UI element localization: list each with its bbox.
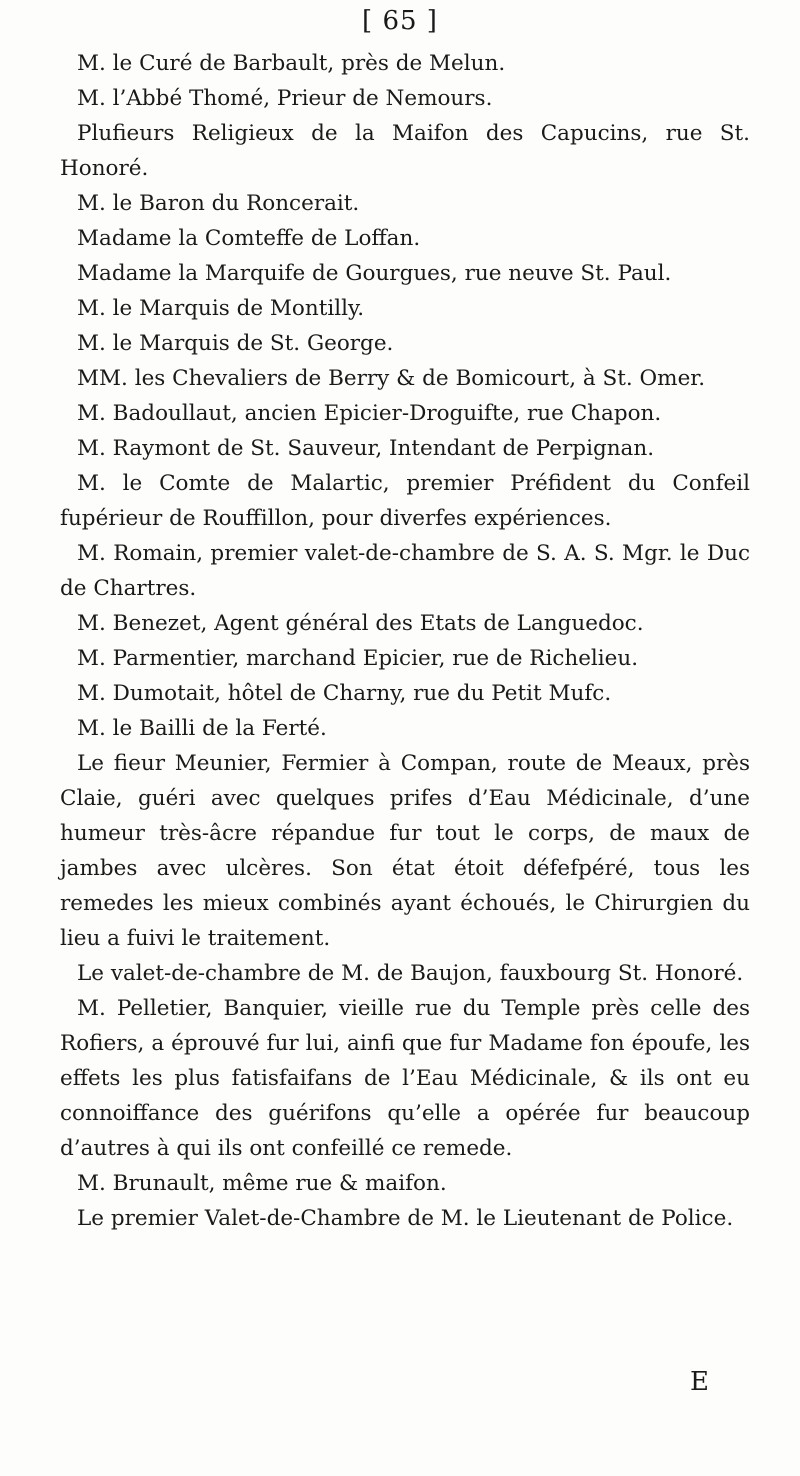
list-entry: M. Benezet, Agent général des Etats de Languedoc. xyxy=(77,611,644,636)
list-entry: M. Romain, premier valet-de-chambre de S. A. S. Mgr. le Duc de Chartres. xyxy=(60,541,750,601)
list-entry: M. le Curé de Barbault, près de Melun. xyxy=(77,51,506,76)
list-entry: Le fieur Meunier, Fermier à Compan, route de Meaux, près Claie, guéri avec quelques prifes d’Eau Médicinale, d’une humeur très-âcre répandue fur tout le corps, de maux de jambes avec ulcères. Son état étoit défefpéré, tous les remedes les mieux combinés ayant échoués, le Chirurgien du lieu a fuivi le traitement. xyxy=(60,751,750,951)
list-entry: M. Pelletier, Banquier, vieille rue du Temple près celle des Rofiers, a éprouvé fur lui, ainfi que fur Madame fon époufe, les effets les plus fatisfaifans de l’Eau Médicinale, & ils ont eu connoiffance des guérifons qu’elle a opérée fur beaucoup d’autres à qui ils ont confeillé ce remede. xyxy=(60,996,750,1161)
list-entry: M. Dumotait, hôtel de Charny, rue du Petit Mufc. xyxy=(77,681,612,706)
list-entry: Madame la Comteffe de Loffan. xyxy=(77,226,421,251)
list-entry: M. Parmentier, marchand Epicier, rue de Richelieu. xyxy=(77,646,639,671)
list-entry: M. l’Abbé Thomé, Prieur de Nemours. xyxy=(77,86,493,111)
list-entry: M. le Baron du Roncerait. xyxy=(77,191,360,216)
list-entry: M. Badoullaut, ancien Epicier-Droguifte, rue Chapon. xyxy=(77,401,662,426)
list-entry: Plufieurs Religieux de la Maifon des Capucins, rue St. Honoré. xyxy=(60,121,750,181)
signature-mark: E xyxy=(690,1367,709,1397)
list-entry: Le valet-de-chambre de M. de Baujon, fauxbourg St. Honoré. xyxy=(77,961,744,986)
entry-list xyxy=(60,46,750,1236)
list-entry: MM. les Chevaliers de Berry & de Bomicourt, à St. Omer. xyxy=(77,366,706,391)
list-entry: M. Brunault, même rue & maifon. xyxy=(77,1171,447,1196)
list-entry: M. le Marquis de Montilly. xyxy=(77,296,365,321)
list-entry: Madame la Marquife de Gourgues, rue neuve St. Paul. xyxy=(77,261,672,286)
list-entry: M. Raymont de St. Sauveur, Intendant de Perpignan. xyxy=(77,436,655,461)
list-entry: M. le Bailli de la Ferté. xyxy=(77,716,327,741)
list-entry: Le premier Valet-de-Chambre de M. le Lieutenant de Police. xyxy=(77,1206,734,1231)
list-entry: M. le Marquis de St. George. xyxy=(77,331,394,356)
page-number: [ 65 ] xyxy=(362,6,438,36)
list-entry: M. le Comte de Malartic, premier Préfident du Confeil fupérieur de Rouffillon, pour diverfes expériences. xyxy=(60,471,750,531)
